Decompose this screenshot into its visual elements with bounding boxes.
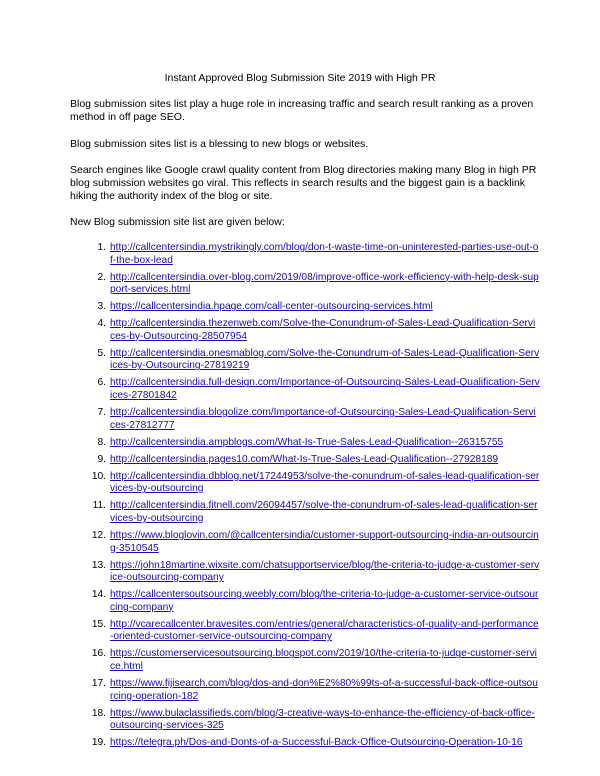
list-item-number: 10. [91,470,106,482]
blog-link[interactable]: https://callcentersoutsourcing.weebly.com/blog/the-criteria-to-judge-a-customer-service-outsourcing-company [110,589,539,613]
blog-link[interactable]: http://callcentersindia.blogolize.com/Importance-of-Outsourcing-Sales-Lead-Qualification-Services-27812777 [110,407,536,431]
list-item [70,454,540,467]
blog-link[interactable]: http://callcentersindia.dbblog.net/17244953/solve-the-conundrum-of-sales-lead-qualification-services-by-outsourcing [110,470,540,495]
list-item-number: 12. [91,530,106,542]
list-item-number: 13. [91,559,106,571]
document-title: Instant Approved Blog Submission Site 2019 with High PR [164,72,436,84]
blog-link[interactable]: http://callcentersindia.pages10.com/What-Is-True-Sales-Lead-Qualification--27928189 [110,453,499,465]
list-item [70,530,540,555]
list-item-number: 7. [97,407,106,419]
intro-paragraph: Blog submission sites list play a huge role in increasing traffic and search result ranking as a proven method in off page SEO. [70,98,534,123]
list-item-number: 5. [97,347,106,359]
list-item [70,648,540,673]
blog-link[interactable]: https://telegra.ph/Dos-and-Donts-of-a-Successful-Back-Office-Outsourcing-Operation-10-16 [110,737,523,749]
blog-link[interactable]: http://callcentersindia.onesmablog.com/Solve-the-Conundrum-of-Sales-Lead-Qualification-Services-by-Outsourcing-27819219 [110,347,540,372]
list-item-number: 17. [91,678,106,689]
list-item [70,272,540,297]
list-item-number: 3. [97,301,106,313]
blog-link[interactable]: http://callcentersindia.over-blog.com/2019/08/improve-office-work-efficiency-with-help-desk-support-services.html [110,271,539,296]
list-intro-paragraph: New Blog submission site list are given below: [70,216,285,228]
blog-link[interactable]: http://callcentersindia.thezenweb.com/Solve-the-Conundrum-of-Sales-Lead-Qualification-Services-by-Outsourcing-28507954 [110,318,536,342]
list-item-number: 15. [91,618,106,630]
list-item [70,407,540,432]
blog-link[interactable]: https://www.bulaclassifieds.com/blog/3-creative-ways-to-enhance-the-efficiency-of-back-office-outsourcing-services-325 [110,707,535,732]
blog-link[interactable]: http://callcentersindia.ampblogs.com/What-Is-True-Sales-Lead-Qualification--26315755 [110,436,504,448]
list-item [70,500,540,525]
blog-site-list [70,242,540,754]
list-item [70,377,540,402]
list-item [70,318,540,343]
list-item [70,348,540,373]
blog-link[interactable]: http://vcarecallcenter.bravesites.com/entries/general/characteristics-of-quality-and-performance-oriented-customer-service-outsourcing-company [110,618,539,643]
blog-link[interactable]: https://www.fijisearch.com/blog/dos-and-don%E2%80%99ts-of-a-successful-back-office-outsourcing-operation-182 [110,678,538,702]
blog-link[interactable]: https://customerservicesoutsourcing.blogspot.com/2019/10/the-criteria-to-judge-customer-service.html [110,648,537,672]
list-item [70,560,540,585]
blog-link[interactable]: http://callcentersindia.fitnell.com/26094457/solve-the-conundrum-of-sales-lead-qualification-services-by-outsourcing [110,500,538,524]
list-item-number: 11. [92,500,106,512]
blessing-paragraph: Blog submission sites list is a blessing to new blogs or websites. [70,138,369,150]
list-item [70,737,540,750]
list-item-number: 14. [91,589,106,601]
blog-link[interactable]: https://callcentersindia.hpage.com/call-center-outsourcing-services.html [110,301,433,313]
blog-link[interactable]: http://callcentersindia.mystrikingly.com/blog/don-t-waste-time-on-uninterested-parties-use-out-of-the-box-lead [110,242,539,266]
list-item-number: 16. [91,648,106,660]
list-item [70,242,540,267]
list-item [70,708,540,733]
list-item-number: 6. [97,377,106,389]
list-item-number: 18. [91,707,106,719]
list-item-number: 2. [97,271,106,283]
list-item [70,437,540,450]
list-item-number: 19. [91,737,106,749]
list-item [70,471,540,496]
list-item [70,678,540,703]
list-item-number: 1. [97,242,106,253]
list-item [70,301,540,314]
list-item-number: 8. [97,436,106,448]
blog-link[interactable]: https://john18martine.wixsite.com/chatsupportservice/blog/the-criteria-to-judge-a-customer-service-outsourcing-company [110,559,540,584]
blog-link[interactable]: https://www.bloglovin.com/@callcentersindia/customer-support-outsourcing-india-an-outsourcing-3510545 [110,530,539,554]
list-item [70,589,540,614]
blog-link[interactable]: http://callcentersindia.full-design.com/Importance-of-Outsourcing-Sales-Lead-Qualification-Services-27801842 [110,377,540,401]
search-engines-paragraph: Search engines like Google crawl quality content from Blog directories making many Blog in high PR blog submission websites go viral. This reflects in search results and the biggest gain is a backlink hiking the authority index of the blog or site. [70,164,537,202]
list-item-number: 4. [97,318,106,330]
list-item [70,619,540,644]
list-item-number: 9. [97,453,106,465]
